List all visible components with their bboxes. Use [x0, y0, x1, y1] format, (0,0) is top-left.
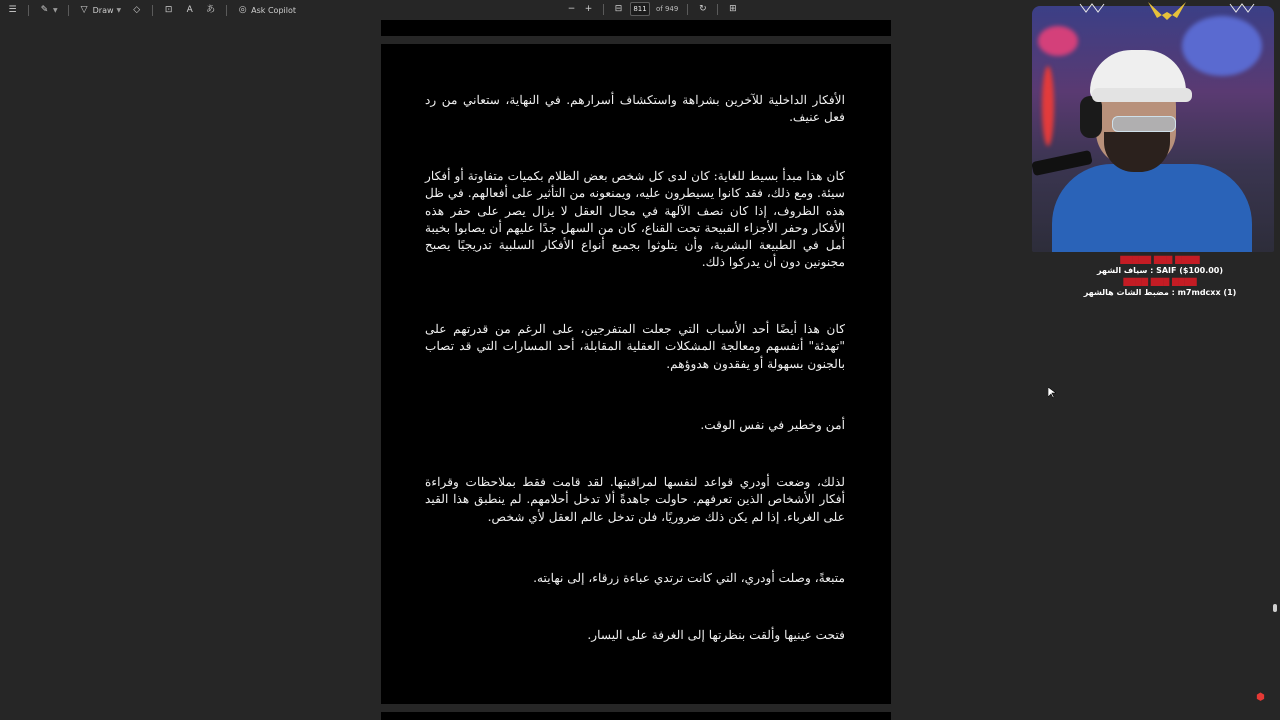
background-light — [1042, 66, 1054, 146]
chevron-down-icon: ▼ — [53, 6, 58, 14]
pdf-page — [381, 44, 891, 704]
donation-chat-month: m7mdcxx (1) : مضبط الشات هالشهر — [1083, 288, 1237, 297]
zoom-in-icon[interactable]: + — [584, 3, 593, 14]
pdf-icon: ⬢ — [1256, 692, 1265, 703]
paragraph-2: كان هذا مبدأ بسيط للغاية: كان لدى كل شخص بعض الظلام بكميات متفاوتة أو أفكار سيئة. ومع ذلك، فقد كانوا يسيطرون عليه، ويمنعونه من التأثير على أفعالهم. في ظل هذه الظروف، إذا كان نصف الآلهة في مجال العقل لا يزال يصر على حفر هذه الأفكار وحفر الأجزاء القبيحة تحت القناع، كان من السهل جدًا عليهم أن يصابوا بخيبة أمل في الطبيعة البشرية، وأن يتلوثوا بجميع أنواع الأفكار السلبية تدريجيًا يصبح مجنونين دون أن يدركوا ذلك. — [425, 169, 845, 270]
donation-line-faded: ▇▇▇▇ ▇▇▇ ▇▇▇▇ — [1123, 277, 1197, 286]
toolbar-divider — [226, 5, 227, 16]
read-aloud-button[interactable] — [181, 2, 198, 18]
draw-label: Draw — [92, 5, 114, 15]
chevron-down-icon: ▼ — [116, 6, 122, 14]
donation-ticker — [1060, 254, 1260, 298]
page-total: of 949 — [656, 5, 679, 13]
zoom-out-icon[interactable]: − — [567, 3, 576, 14]
toolbar-divider — [717, 4, 718, 15]
ask-copilot-label: Ask Copilot — [251, 5, 297, 15]
highlight-icon: ✎ — [40, 4, 49, 15]
next-page-edge — [381, 712, 891, 720]
toolbar-divider — [687, 4, 688, 15]
highlight-button[interactable] — [36, 2, 61, 18]
paragraph-5: لذلك، وضعت أودري قواعد لنفسها لمراقبتها. لقد قامت فقط بملاحظات وقراءة أفكار الأشخاص الذين تعرفهم. حاولت جاهدةً ألا تدخل أحلامهم. لم ينطبق هذا القيد على الغرباء. إذا لم يكن ذلك ضروريًا، فلن تدخل عالم العقل لأي شخص. — [425, 475, 845, 524]
toolbar-divider — [152, 5, 153, 16]
paragraph-6: متبعةً، وصلت أودري، التي كانت ترتدي عباءة زرقاء، إلى نهايته. — [533, 571, 845, 585]
translate-button[interactable] — [202, 2, 219, 18]
page-view-icon[interactable]: ⊞ — [729, 3, 737, 14]
copilot-icon: ◎ — [238, 4, 247, 15]
page-navigation — [566, 2, 738, 16]
pdf-toolbar — [0, 0, 1030, 20]
background-light — [1038, 26, 1078, 56]
crown-logo-icon — [1060, 0, 1274, 22]
toolbar-divider — [68, 5, 69, 16]
fit-page-icon[interactable]: ⊟ — [614, 3, 623, 14]
previous-page-edge — [381, 20, 891, 36]
paragraph-4: أمن وخطير في نفس الوقت. — [700, 418, 845, 432]
draw-icon: ▽ — [80, 4, 88, 15]
streamer-glasses — [1112, 116, 1176, 132]
list-icon: ☰ — [8, 4, 17, 15]
rotate-icon[interactable]: ↻ — [699, 3, 707, 14]
cursor-arrow-icon — [1048, 387, 1056, 399]
headset-icon — [1080, 96, 1102, 138]
eraser-button[interactable] — [128, 2, 145, 18]
paragraph-3: كان هذا أيضًا أحد الأسباب التي جعلت المتفرجين، على الرغم من قدرتهم على "تهدئة" أنفسهم ومعالجة المشكلات العقلية المقابلة، أحد المسارات التي قد تصاب بالجنون بسهولة أو يفقدون هدوؤهم. — [425, 322, 845, 371]
webcam-overlay — [1032, 6, 1274, 252]
donation-top-month: SAIF ($100.00) : سياف الشهر — [1096, 266, 1224, 275]
translate-icon: あ — [206, 4, 216, 15]
toolbar-divider — [603, 4, 604, 15]
streamer-hoodie — [1052, 164, 1252, 252]
donation-line-faded: ▇▇▇▇ ▇▇▇ ▇▇▇▇▇ — [1120, 255, 1200, 264]
toolbar-divider — [28, 5, 29, 16]
text-box-icon: ⊡ — [164, 4, 173, 15]
contents-button[interactable] — [4, 2, 21, 18]
paragraph-1: الأفكار الداخلية للآخرين بشراهة واستكشاف أسرارهم. في النهاية، ستعاني من رد فعل عنيف. — [425, 93, 845, 125]
paragraph-7: فتحت عينيها وألقت بنظرتها إلى الغرفة على اليسار. — [587, 628, 845, 642]
draw-button[interactable] — [76, 2, 125, 18]
read-aloud-icon: A — [186, 4, 193, 15]
cap-visor — [1092, 88, 1192, 102]
eraser-icon: ◇ — [133, 4, 141, 15]
ask-copilot-button[interactable] — [234, 2, 299, 18]
text-box-button[interactable] — [160, 2, 177, 18]
scrollbar-thumb[interactable] — [1273, 604, 1277, 612]
page-number-input[interactable]: 811 — [630, 2, 650, 16]
background-light — [1182, 16, 1262, 76]
